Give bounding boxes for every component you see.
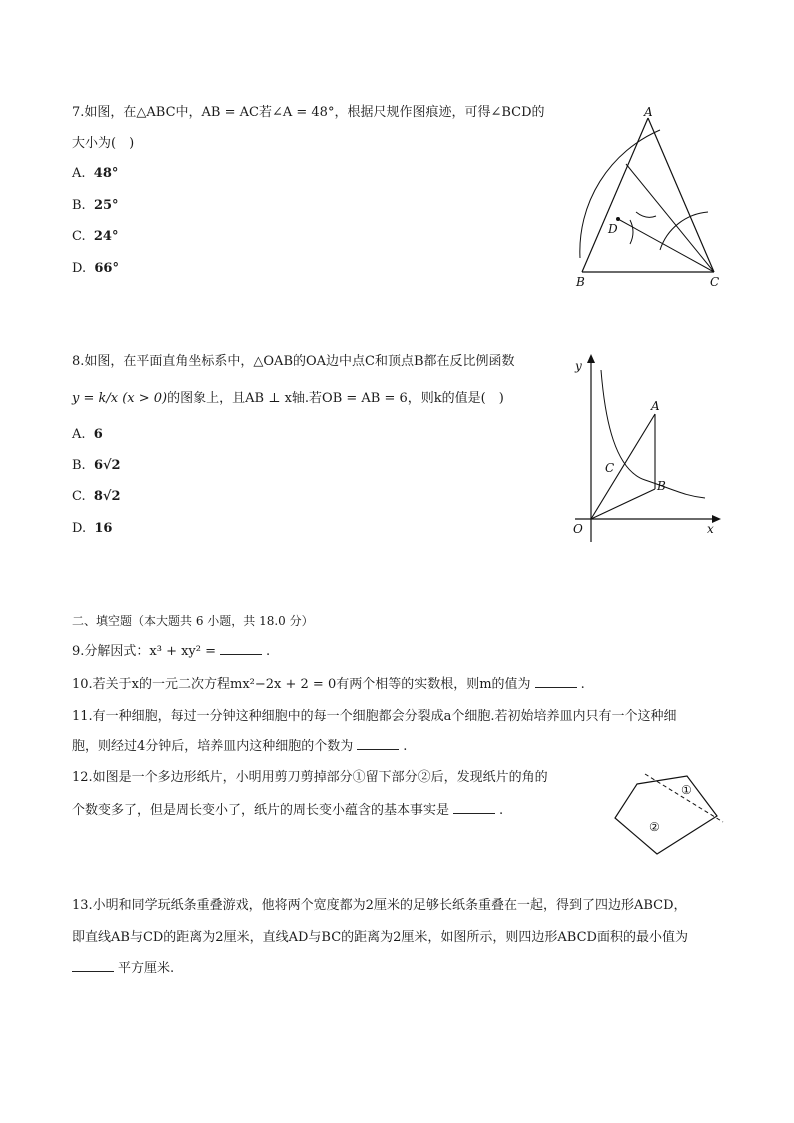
q8-stem-line2 bbox=[72, 389, 504, 409]
q7-label-c: C bbox=[710, 275, 720, 289]
q12-stem-line1: 12.如图是一个多边形纸片，小明用剪刀剪掉部分①留下部分②后，发现纸片的角的 bbox=[72, 770, 548, 785]
q8-coordinate-figure bbox=[565, 350, 725, 545]
q8-label-o: O bbox=[573, 522, 583, 536]
q7-stem-line1: 7.如图，在△ABC中，AB = AC若∠A = 48°，根据尺规作图痕迹，可得∠BCD的 bbox=[72, 105, 545, 120]
q7-triangle-figure bbox=[570, 100, 730, 290]
q12-answer-blank[interactable] bbox=[453, 801, 495, 814]
q7-label-b: B bbox=[576, 275, 585, 289]
q8-option-b: B. 6√2 bbox=[72, 458, 121, 473]
section2-title: 二、填空题（本大题共 6 小题，共 18.0 分） bbox=[72, 614, 314, 628]
q11-answer-blank[interactable] bbox=[357, 737, 399, 750]
q13-stem-line3: 平方厘米. bbox=[72, 959, 174, 979]
q8-label-y: y bbox=[575, 359, 582, 373]
q7-option-c: C. 24° bbox=[72, 229, 119, 244]
q8-option-c: C. 8√2 bbox=[72, 489, 121, 504]
q7-label-d: D bbox=[608, 222, 618, 236]
q8-option-d: D. 16 bbox=[72, 521, 113, 536]
q11-stem-line2: 胞，则经过4分钟后，培养皿内这种细胞的个数为 . bbox=[72, 739, 408, 754]
q11-stem-line1: 11.有一种细胞，每过一分钟这种细胞中的每一个细胞都会分裂成a个细胞.若初始培养皿内只有一个这种细 bbox=[72, 709, 677, 724]
q10-stem: 10.若关于x的一元二次方程mx²−2x + 2 = 0有两个相等的实数根，则m的值为 . bbox=[72, 677, 585, 692]
q13-answer-blank[interactable] bbox=[72, 959, 114, 972]
q8-label-a: A bbox=[651, 399, 660, 413]
q12-part1-label: ① bbox=[681, 783, 692, 797]
q7-option-a: A. 48° bbox=[72, 166, 119, 181]
q8-stem-line1: 8.如图，在平面直角坐标系中，△OAB的OA边中点C和顶点B都在反比例函数 bbox=[72, 354, 515, 369]
q8-label-b: B bbox=[657, 479, 666, 493]
q12-polygon-figure bbox=[605, 770, 730, 862]
q8-stem-rest: 的图象上，且AB ⊥ x轴.若OB = AB = 6，则k的值是( ) bbox=[167, 391, 504, 406]
q8-option-a: A. 6 bbox=[72, 427, 103, 442]
q13-stem-line2: 即直线AB与CD的距离为2厘米，直线AD与BC的距离为2厘米，如图所示，则四边形ABCD面积的最小值为 bbox=[72, 930, 688, 945]
q9-answer-blank[interactable] bbox=[220, 642, 262, 655]
q7-option-b: B. 25° bbox=[72, 198, 119, 213]
q8-label-c: C bbox=[605, 461, 615, 475]
q7-label-a: A bbox=[644, 105, 653, 119]
q9-stem: 9.分解因式：x³ + xy² = . bbox=[72, 644, 271, 659]
q7-stem-line2: 大小为( ) bbox=[72, 136, 135, 151]
q10-answer-blank[interactable] bbox=[535, 675, 577, 688]
q13-stem-line1: 13.小明和同学玩纸条重叠游戏，他将两个宽度都为2厘米的足够长纸条重叠在一起，得到了四边形ABCD， bbox=[72, 898, 687, 913]
q12-stem-line2: 个数变多了，但是周长变小了，纸片的周长变小蕴含的基本事实是 . bbox=[72, 803, 504, 818]
q12-part2-label: ② bbox=[649, 820, 660, 834]
q7-option-d: D. 66° bbox=[72, 261, 119, 276]
q8-label-x: x bbox=[707, 522, 714, 536]
q8-function: y = k/x (x > 0) bbox=[72, 391, 168, 406]
